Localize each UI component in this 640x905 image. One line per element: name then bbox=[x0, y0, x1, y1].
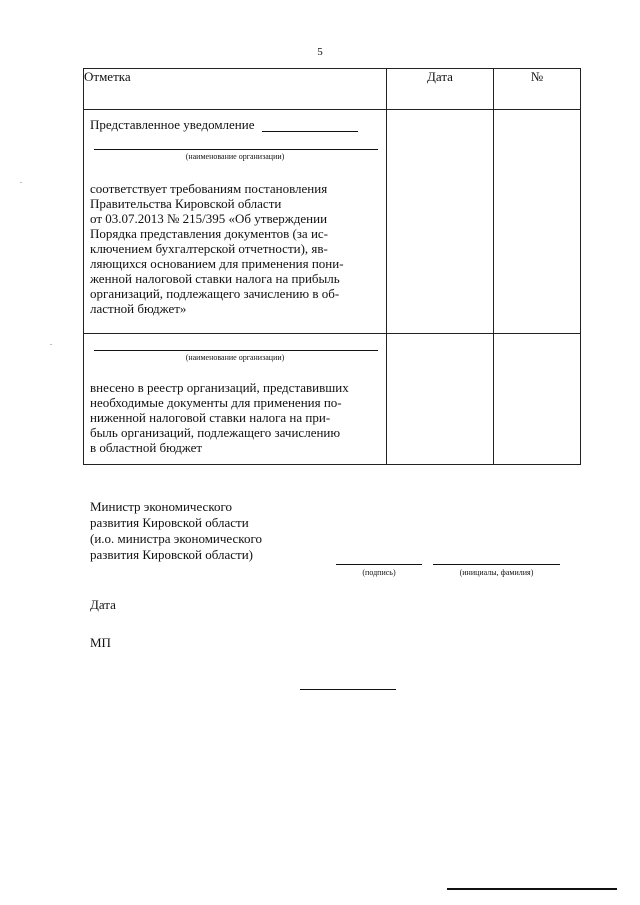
text-line: внесено в реестр организаций, представивших bbox=[90, 380, 349, 395]
minister-title-line: (и.о. министра экономического bbox=[90, 531, 262, 546]
row2-text-block bbox=[84, 380, 386, 455]
signature-caption: (подпись) bbox=[362, 568, 396, 577]
text-line: ниженной налоговой ставки налога на при- bbox=[90, 410, 331, 425]
initials-caption: (инициалы, фамилия) bbox=[459, 568, 534, 577]
header-mark: Отметка bbox=[84, 69, 387, 110]
org-name-caption-2: (наименование организации) bbox=[185, 353, 285, 362]
row1-date-cell bbox=[387, 110, 494, 334]
page-number: 5 bbox=[317, 46, 323, 58]
row1-mark-cell bbox=[84, 110, 387, 334]
date-label: Дата bbox=[90, 597, 116, 612]
row1-text-block bbox=[84, 181, 386, 316]
minister-title-line: развития Кировской области bbox=[90, 515, 249, 530]
row1-number-cell bbox=[494, 110, 581, 334]
minister-title-line: Министр экономического bbox=[90, 499, 232, 514]
text-line: Порядка представления документов (за ис- bbox=[90, 226, 329, 241]
scan-mark: . bbox=[50, 338, 52, 347]
text-line: ластной бюджет» bbox=[90, 301, 187, 316]
minister-title bbox=[90, 499, 390, 563]
text-line: соответствует требованиям постановления bbox=[90, 181, 328, 196]
notice-blank-line bbox=[262, 131, 358, 132]
header-date: Дата bbox=[387, 69, 494, 110]
end-divider bbox=[300, 689, 396, 690]
table-row bbox=[84, 334, 581, 465]
initials-line bbox=[433, 564, 560, 565]
row2-date-cell bbox=[387, 334, 494, 465]
text-line: в областной бюджет bbox=[90, 440, 203, 455]
scan-mark: . bbox=[20, 176, 22, 185]
row2-number-cell bbox=[494, 334, 581, 465]
marks-table bbox=[83, 68, 581, 465]
org-name-line bbox=[94, 149, 378, 150]
header-number: № bbox=[494, 69, 581, 110]
row2-mark-cell bbox=[84, 334, 387, 465]
text-line: организаций, подлежащего зачислению в об- bbox=[90, 286, 340, 301]
text-line: женной налоговой ставки налога на прибыль bbox=[90, 271, 340, 286]
text-line: ляющихся основанием для применения пони- bbox=[90, 256, 344, 271]
text-line: быль организаций, подлежащего зачислению bbox=[90, 425, 341, 440]
org-name-line-2 bbox=[94, 350, 378, 351]
footer-line bbox=[447, 888, 617, 890]
signature-line bbox=[336, 564, 422, 565]
text-line: ключением бухгалтерской отчетности), яв- bbox=[90, 241, 328, 256]
text-line: необходимые документы для применения по- bbox=[90, 395, 342, 410]
text-line: от 03.07.2013 № 215/395 «Об утверждении bbox=[90, 211, 328, 226]
table-row bbox=[84, 110, 581, 334]
notice-label: Представленное уведомление bbox=[90, 117, 255, 132]
minister-title-line: развития Кировской области) bbox=[90, 547, 253, 562]
org-name-caption: (наименование организации) bbox=[185, 152, 285, 161]
text-line: Правительства Кировской области bbox=[90, 196, 282, 211]
table-header-row bbox=[84, 69, 581, 110]
stamp-label: МП bbox=[90, 635, 111, 650]
